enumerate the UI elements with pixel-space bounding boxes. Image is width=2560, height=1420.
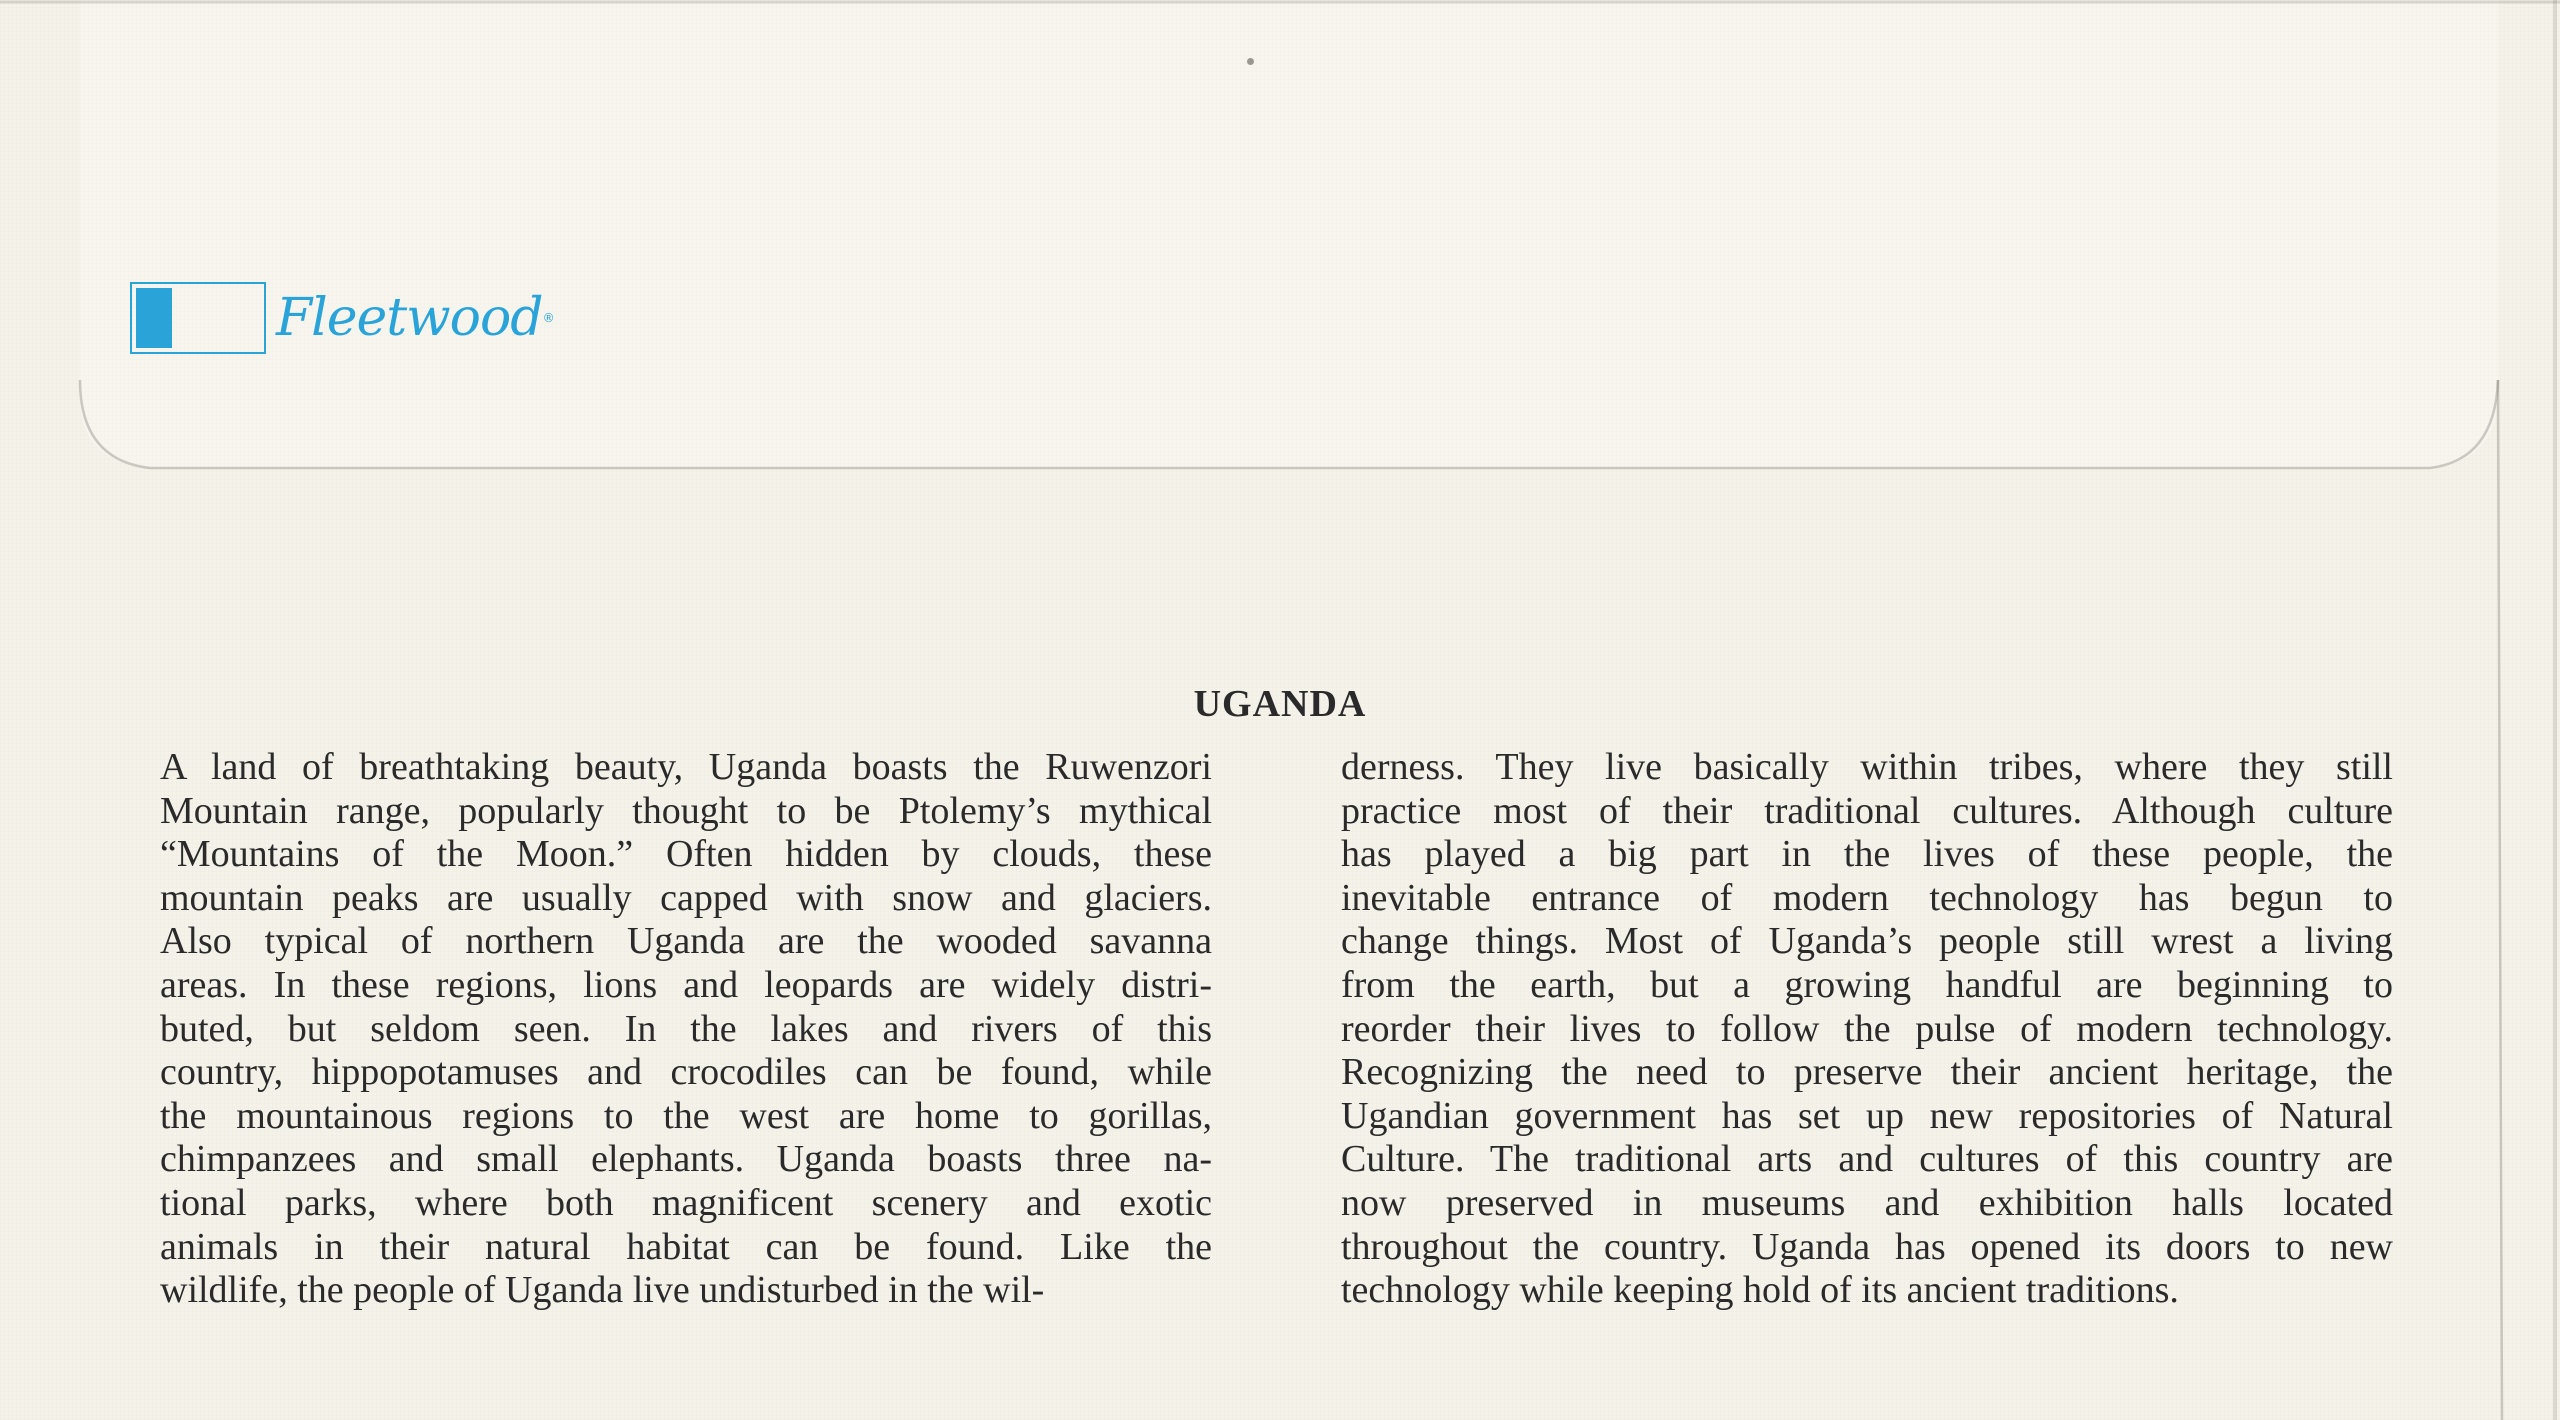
text-line: Recognizing the need to preserve their ancient heritage, the	[1341, 1051, 2393, 1094]
text-line: now preserved in museums and exhibition halls located	[1341, 1181, 2393, 1224]
text-line: Also typical of northern Uganda are the wooded savanna	[160, 920, 1212, 963]
text-line: reorder their lives to follow the pulse of modern technology.	[1341, 1007, 2393, 1050]
text-line: Ugandian government has set up new repositories of Natural	[1341, 1094, 2393, 1137]
text-line: the mountainous regions to the west are home to gorillas,	[160, 1094, 1212, 1137]
text-line: country, hippopotamuses and crocodiles can be found, while	[160, 1051, 1212, 1094]
text-line: practice most of their traditional cultures. Although culture	[1341, 789, 2393, 832]
text-line: mountain peaks are usually capped with snow and glaciers.	[160, 876, 1212, 919]
article-left-column	[160, 746, 1212, 1313]
text-line: from the earth, but a growing handful are beginning to	[1341, 963, 2393, 1006]
text-line: A land of breathtaking beauty, Uganda boasts the Ruwenzori	[160, 746, 1212, 788]
text-line: tional parks, where both magnificent scenery and exotic	[160, 1181, 1212, 1224]
brand-wordmark: Fleetwood	[276, 288, 543, 348]
text-line: “Mountains of the Moon.” Often hidden by clouds, these	[160, 833, 1212, 876]
text-line: chimpanzees and small elephants. Uganda boasts three na-	[160, 1138, 1212, 1181]
text-line: has played a big part in the lives of these people, the	[1341, 833, 2393, 876]
paper-speck	[1247, 58, 1254, 65]
text-line: technology while keeping hold of its ancient traditions.	[1341, 1269, 2179, 1312]
brand-logo	[130, 282, 555, 354]
article-title: UGANDA	[1193, 683, 1367, 725]
text-line: animals in their natural habitat can be found. Like the	[160, 1225, 1212, 1268]
text-line: buted, but seldom seen. In the lakes and rivers of this	[160, 1007, 1212, 1050]
text-line: inevitable entrance of modern technology has begun to	[1341, 876, 2393, 919]
logo-mark-icon	[130, 282, 266, 354]
text-line: throughout the country. Uganda has opened its doors to new	[1341, 1225, 2393, 1268]
article-right-column	[1341, 746, 2393, 1313]
logo-mark-fill	[136, 288, 172, 348]
text-line: change things. Most of Uganda’s people still wrest a living	[1341, 920, 2393, 963]
registered-mark: ®	[542, 311, 555, 325]
text-line: areas. In these regions, lions and leopards are widely distri-	[160, 963, 1212, 1006]
text-line: wildlife, the people of Uganda live undisturbed in the wil-	[160, 1269, 1045, 1312]
text-line: Mountain range, popularly thought to be Ptolemy’s mythical	[160, 789, 1212, 832]
text-line: derness. They live basically within tribes, where they still	[1341, 746, 2393, 788]
text-line: Culture. The traditional arts and cultures of this country are	[1341, 1138, 2393, 1181]
